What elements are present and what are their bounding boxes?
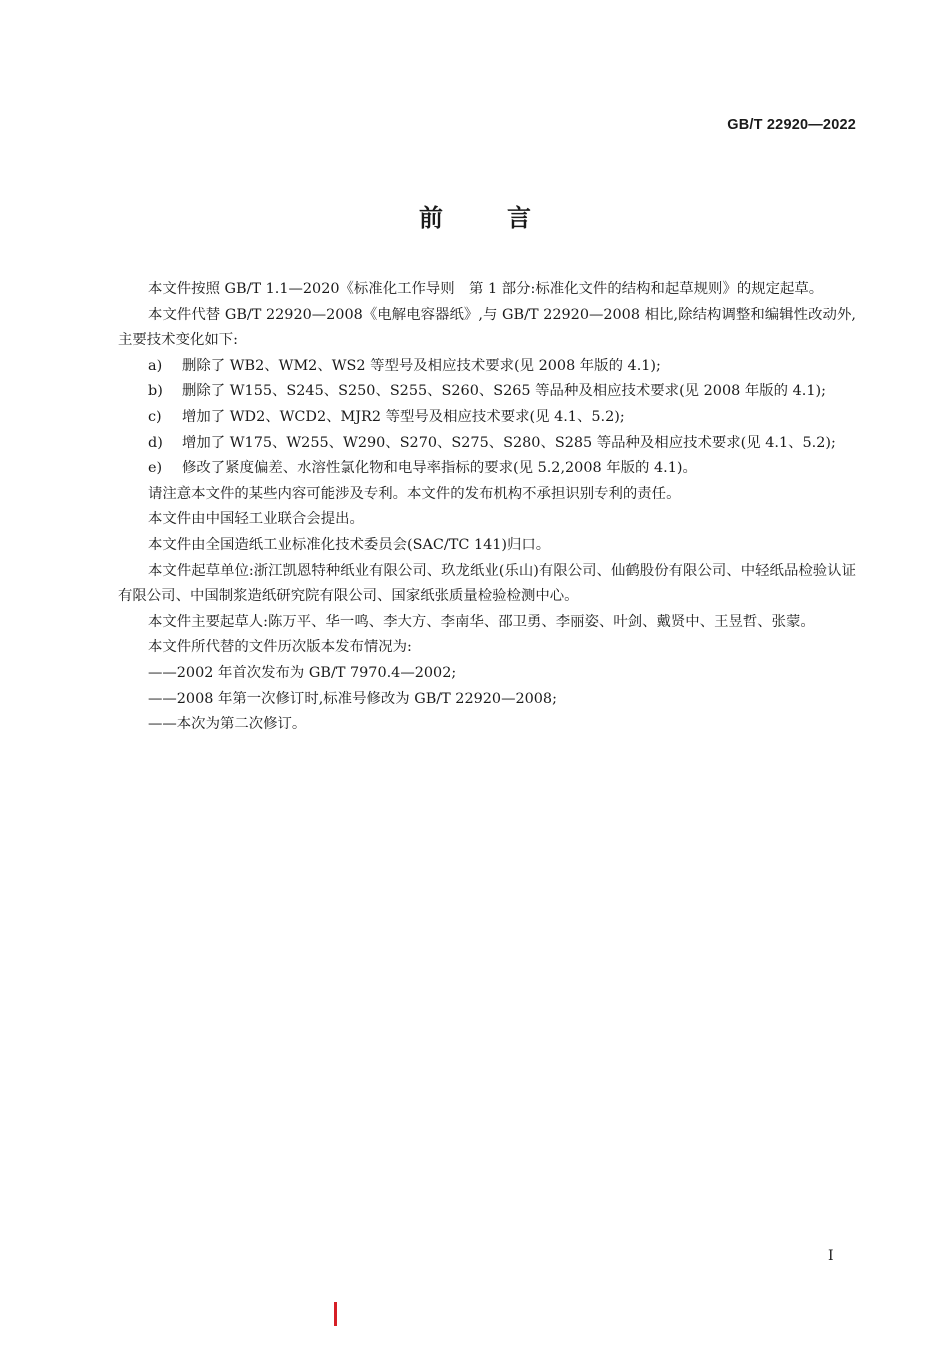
list-marker: d)	[148, 434, 163, 451]
paragraph-proposer: 本文件由中国轻工业联合会提出。	[148, 511, 364, 528]
history-item: ——2002 年首次发布为 GB/T 7970.4—2002;	[148, 664, 457, 681]
list-item	[118, 379, 856, 405]
history-item: ——2008 年第一次修订时,标准号修改为 GB/T 22920—2008;	[148, 690, 557, 707]
list-item	[118, 431, 856, 457]
list-item-text: 删除了 W155、S245、S250、S255、S260、S265 等品种及相应技术要求(见 2008 年版的 4.1);	[182, 383, 826, 400]
paragraph-drafters: 本文件主要起草人:陈万平、华一鸣、李大方、李南华、邵卫勇、李丽姿、叶剑、戴贤中、王昱哲、张蒙。	[148, 613, 815, 630]
paragraph-drafting-rules: 本文件按照 GB/T 1.1—2020《标准化工作导则 第 1 部分:标准化文件的结构和起草规则》的规定起草。	[148, 281, 824, 297]
list-marker: c)	[148, 408, 162, 425]
list-marker: e)	[148, 460, 163, 477]
paragraph-committee: 本文件由全国造纸工业标准化技术委员会(SAC/TC 141)归口。	[148, 536, 551, 553]
title-char-2: 言	[507, 204, 531, 232]
list-item	[118, 456, 856, 482]
list-marker: b)	[148, 383, 163, 400]
paragraph-patent-notice: 请注意本文件的某些内容可能涉及专利。本文件的发布机构不承担识别专利的责任。	[148, 485, 681, 502]
standard-number: GB/T 22920—2022	[727, 117, 856, 133]
history-item: ——本次为第二次修订。	[148, 716, 307, 733]
page-title	[0, 198, 950, 233]
paragraph-history-intro: 本文件所代替的文件历次版本发布情况为:	[148, 639, 412, 656]
list-item	[118, 354, 856, 380]
paragraph-drafting-units: 本文件起草单位:浙江凯恩特种纸业有限公司、玖龙纸业(乐山)有限公司、仙鹤股份有限公司、中轻纸品检验认证有限公司、中国制浆造纸研究院有限公司、国家纸张质量检验检测中心。	[118, 562, 856, 605]
page-number: I	[828, 1248, 834, 1264]
list-item-text: 修改了紧度偏差、水溶性氯化物和电导率指标的要求(见 5.2,2008 年版的 4.1)。	[182, 460, 697, 477]
title-char-1: 前	[419, 204, 443, 232]
list-item-text: 增加了 W175、W255、W290、S270、S275、S280、S285 等品种及相应技术要求(见 4.1、5.2);	[182, 434, 836, 451]
list-item-text: 增加了 WD2、WCD2、MJR2 等型号及相应技术要求(见 4.1、5.2);	[182, 408, 625, 425]
paragraph-replacement: 本文件代替 GB/T 22920—2008《电解电容器纸》,与 GB/T 22920—2008 相比,除结构调整和编辑性改动外,主要技术变化如下:	[118, 306, 856, 349]
list-item-text: 删除了 WB2、WM2、WS2 等型号及相应技术要求(见 2008 年版的 4.1);	[182, 357, 661, 374]
list-item	[118, 405, 856, 431]
red-margin-mark	[334, 1302, 337, 1326]
list-marker: a)	[148, 357, 163, 374]
foreword-body	[118, 277, 856, 738]
